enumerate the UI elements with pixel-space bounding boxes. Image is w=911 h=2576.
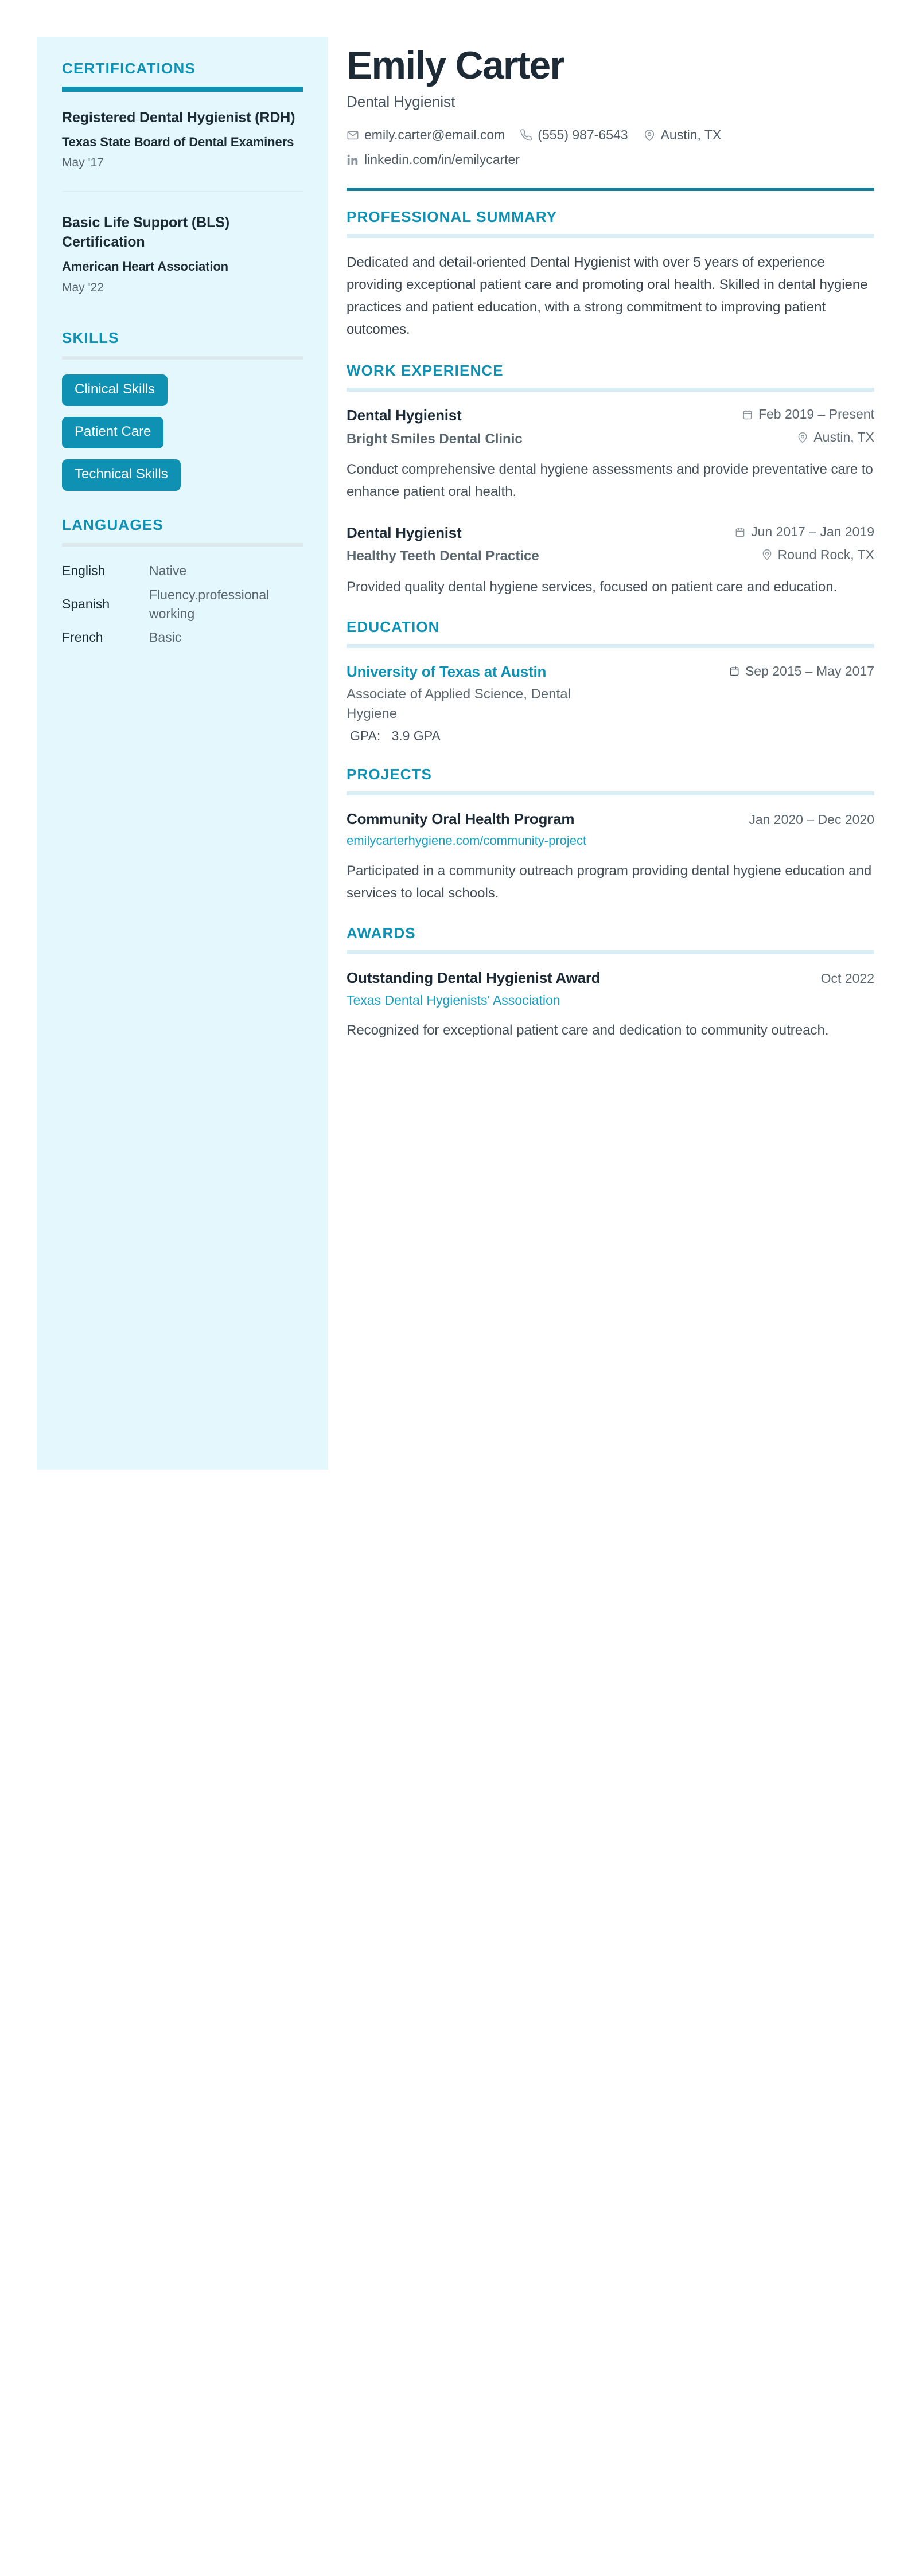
skill-chip[interactable]: Patient Care [62,417,163,448]
award-date [821,970,874,988]
certification-issuer: American Heart Association [62,259,229,274]
phone-icon [520,129,532,142]
work-entry-subheader [347,428,874,448]
languages-list [62,561,303,647]
award-description: Recognized for exceptional patient care and dedication to community outreach. [347,1022,829,1039]
certification-date: May '22 [62,280,104,294]
project-url[interactable]: emilycarterhygiene.com/community-project [347,833,587,848]
education-rule [347,644,874,648]
certification-date: May '17 [62,156,104,170]
projects-heading: PROJECTS [347,765,432,783]
project-dates-text: Jan 2020 – Dec 2020 [749,811,874,827]
language-level: Native [149,563,187,579]
education-gpa [347,727,874,746]
language-name: English [62,563,106,579]
work-rule [347,388,874,392]
language-name: French [62,630,103,645]
contact-email-text: emily.carter@email.com [364,127,505,143]
work-location-text: Austin, TX [813,429,874,444]
award-issuer[interactable]: Texas Dental Hygienists' Association [347,992,560,1008]
work-location [761,546,874,564]
education-school[interactable]: University of Texas at Austin [347,663,547,681]
location-pin-icon [643,129,656,142]
languages-rule [62,543,303,547]
certification-item [62,108,303,171]
sidebar-section-languages [62,516,303,647]
email-icon [347,129,359,142]
education-entry [347,662,874,746]
calendar-icon [742,409,753,420]
section-education [347,618,874,746]
project-entry [347,809,874,905]
skills-heading: SKILLS [62,329,119,347]
work-dates [734,523,874,541]
calendar-icon [734,526,746,538]
contact-phone-text: (555) 987-6543 [538,127,628,143]
project-entry-header [347,809,874,829]
sidebar [37,37,328,1470]
work-dates-text: Jun 2017 – Jan 2019 [751,524,874,540]
header-divider [347,188,874,191]
award-entry-header [347,968,874,988]
work-entry-subheader [347,546,874,566]
certification-issuer: Texas State Board of Dental Examiners [62,134,294,149]
linkedin-icon [347,154,359,166]
contact-row-secondary [347,151,874,169]
contact-email[interactable] [347,127,505,144]
education-dates [729,662,874,680]
project-dates [749,811,874,829]
section-professional-summary [347,208,874,341]
project-title: Community Oral Health Program [347,810,575,828]
work-company: Bright Smiles Dental Clinic [347,431,523,447]
summary-rule [347,234,874,238]
education-heading: EDUCATION [347,618,440,635]
education-degree: Associate of Applied Science, Dental Hygiene [347,686,571,721]
work-description: Conduct comprehensive dental hygiene assessments and provide preventative care to enhance patient oral health. [347,462,873,499]
certifications-heading: CERTIFICATIONS [62,60,196,77]
contact-phone[interactable] [520,127,628,144]
award-title: Outstanding Dental Hygienist Award [347,969,601,986]
main-column [347,37,874,1061]
project-description: Participated in a community outreach program providing dental hygiene education and services to local schools. [347,862,872,901]
certification-title: Basic Life Support (BLS) Certification [62,214,230,251]
page-title: Emily Carter [347,44,564,87]
work-entry [347,523,874,599]
summary-heading: PROFESSIONAL SUMMARY [347,208,558,226]
certification-item [62,213,303,296]
location-pin-icon [797,432,808,443]
award-date-text: Oct 2022 [820,970,874,986]
work-title: Dental Hygienist [347,524,462,541]
sidebar-section-certifications [62,60,303,296]
sidebar-section-skills [62,329,303,491]
work-company: Healthy Teeth Dental Practice [347,548,539,564]
work-entry-header [347,405,874,426]
location-pin-icon [761,549,773,560]
section-work-experience [347,362,874,599]
education-gpa-label: GPA: [350,728,381,744]
education-entry-header [347,662,874,682]
language-level: Basic [149,630,182,645]
skills-chip-list [62,374,303,491]
certification-divider [62,191,303,192]
work-entry [347,405,874,504]
contact-linkedin-text: linkedin.com/in/emilycarter [364,152,520,167]
summary-text: Dedicated and detail-oriented Dental Hygienist with over 5 years of experience providing exceptional patient care and promoting oral health. Skilled in dental hygiene practices and patient education, with a strong commitment to improving patient outcomes. [347,255,868,337]
contact-row-primary [347,127,874,144]
education-gpa-value: 3.9 GPA [391,728,441,744]
skill-chip[interactable]: Technical Skills [62,459,181,491]
projects-rule [347,791,874,795]
contact-location [643,127,722,144]
contact-linkedin[interactable] [347,151,520,169]
calendar-icon [729,665,740,677]
language-name: Spanish [62,596,110,612]
skill-chip[interactable]: Clinical Skills [62,374,168,406]
work-description: Provided quality dental hygiene services, focused on patient care and education. [347,579,838,595]
section-awards [347,924,874,1042]
work-heading: WORK EXPERIENCE [347,361,504,379]
education-dates-text: Sep 2015 – May 2017 [745,663,874,678]
section-projects [347,766,874,905]
work-entry-header [347,523,874,543]
job-title: Dental Hygienist [347,93,456,111]
work-title: Dental Hygienist [347,406,462,424]
award-entry [347,968,874,1042]
contact-location-text: Austin, TX [660,127,722,143]
certifications-rule [62,87,303,92]
work-location-text: Round Rock, TX [777,547,874,562]
work-dates-text: Feb 2019 – Present [758,407,874,422]
skills-rule [62,356,303,360]
language-level: Fluency.professional working [149,587,270,622]
awards-rule [347,950,874,954]
work-dates [742,405,874,423]
certification-title: Registered Dental Hygienist (RDH) [62,110,295,126]
awards-heading: AWARDS [347,924,416,942]
languages-heading: LANGUAGES [62,516,163,534]
work-location [797,428,874,446]
